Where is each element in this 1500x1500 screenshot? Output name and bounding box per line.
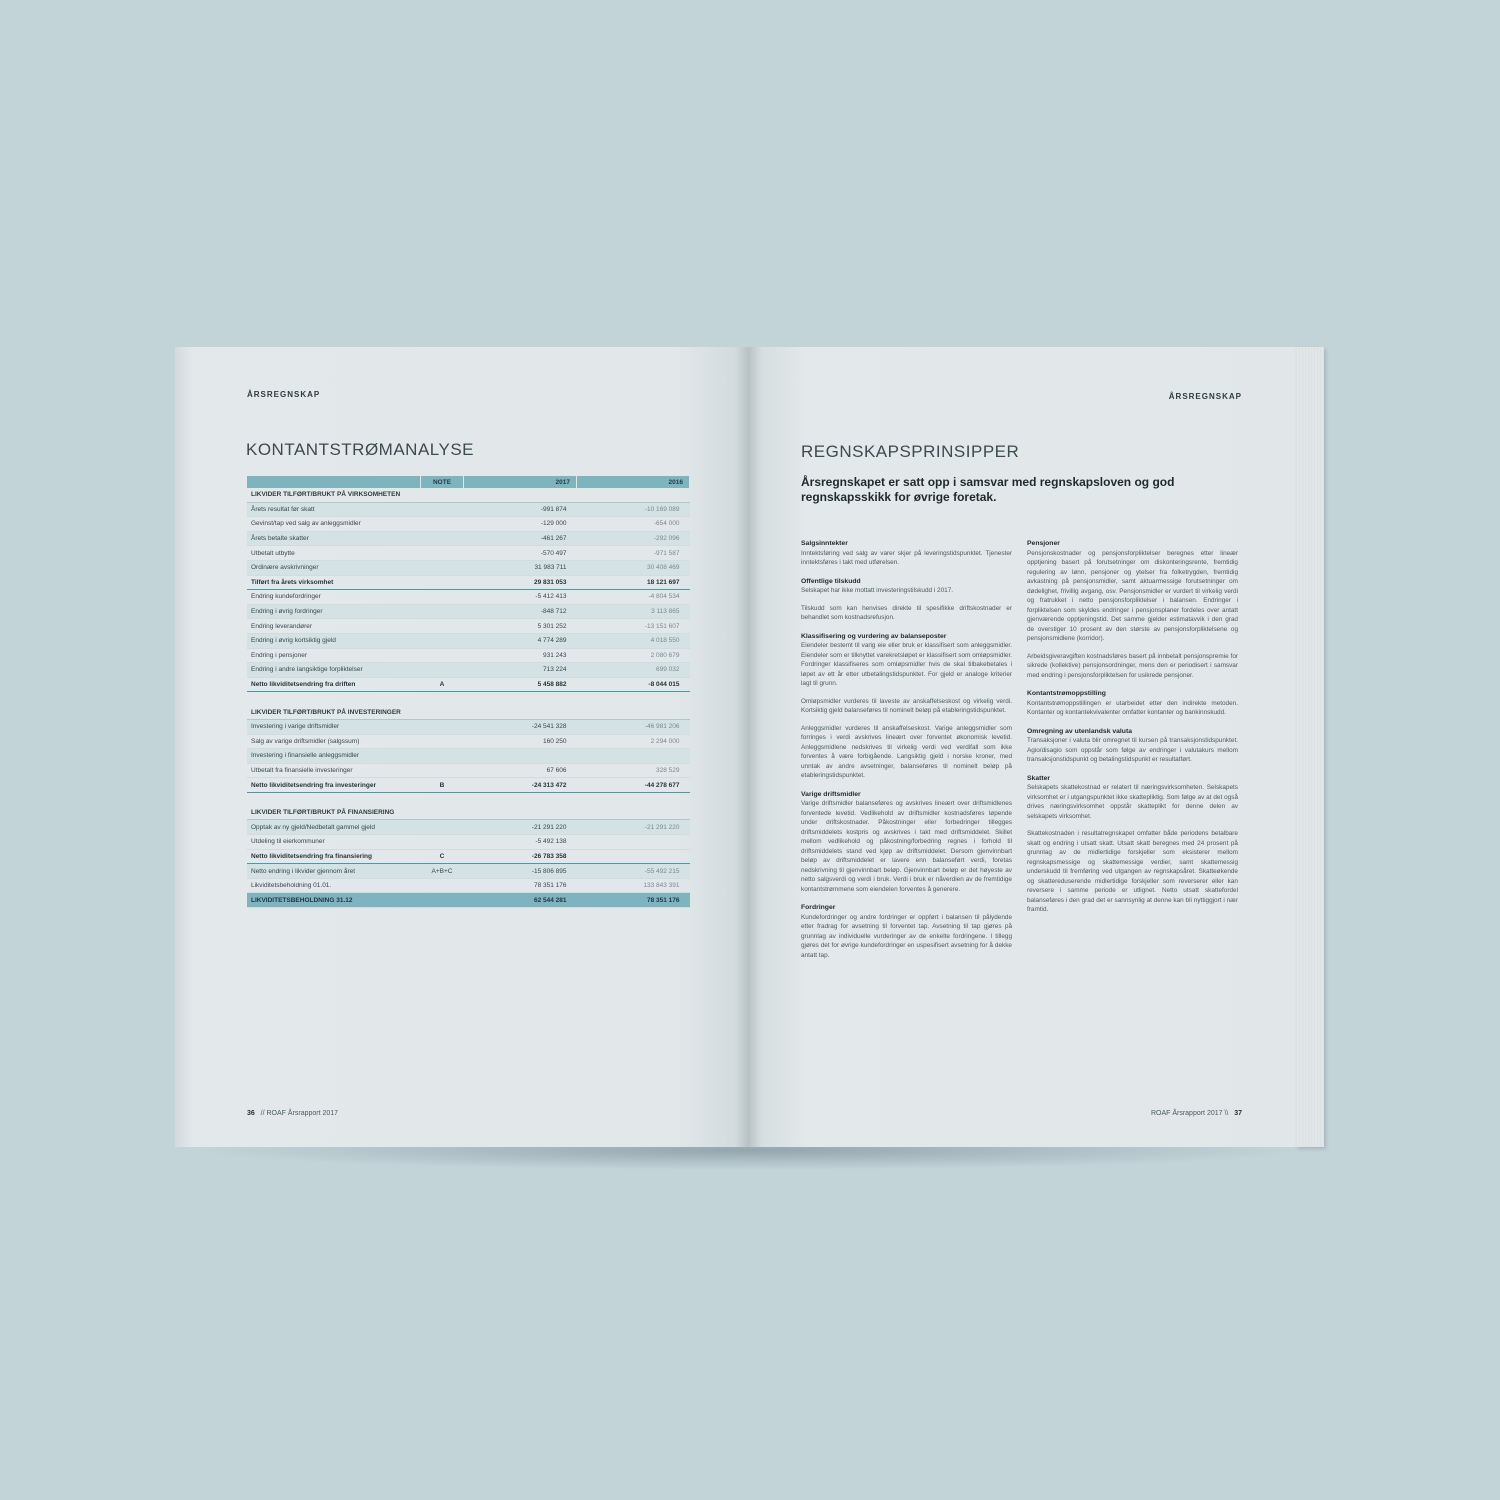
row-label: Endring i øvrig kortsiktig gjeld — [247, 633, 421, 648]
cashflow-table — [247, 476, 690, 908]
table-row — [247, 619, 690, 634]
section-paragraph: Selskapets skattekostnad er relatert til næringsvirksomheten. Selskapets virksomhet er i utgangspunktet ikke skattepliktig. Som følge av at det også drives næringsvirksomhet oppstår skatteplikt for denne delen av selskapets virksomhet. — [1027, 784, 1238, 820]
table-row — [247, 749, 690, 764]
section-heading: Offentlige tilskudd — [801, 577, 861, 585]
section-heading: Pensjoner — [1027, 540, 1060, 547]
row-value-2016: -971 587 — [577, 546, 690, 561]
row-value-2017: -5 412 413 — [464, 590, 577, 605]
footer-right — [1151, 1110, 1242, 1117]
row-value-2017: -24 541 328 — [464, 719, 577, 734]
section-heading: Varige driftsmidler — [801, 790, 861, 798]
row-value-2017: -848 712 — [464, 604, 577, 619]
table-row — [247, 590, 690, 605]
row-label: Utdeling til eierkommuner — [247, 835, 421, 850]
row-label: Netto likviditetsendring fra investeringer — [247, 778, 421, 793]
row-value-2017: 31 983 711 — [464, 560, 577, 575]
header-2017: 2017 — [464, 476, 577, 488]
row-note — [421, 560, 464, 575]
text-column-1 — [801, 539, 1012, 969]
row-value-2017: -26 783 358 — [464, 849, 577, 864]
section-paragraph: Skattekostnaden i resultatregnskapet omfatter både periodens betalbare skatt og endring i utsatt skatt. Utsatt skatt beregnes med 24 prosent på grunnlag av de midlertidige forskjeller som eksisterer mellom regnskapsmessige og skattemessige verdier, samt skattemessig underskudd til fremføring ved utgangen av regnskapsåret. Skatteøkende og skattereduserende midlertidige forskjeller som reverserer eller kan reversere i samme periode er utlignet. Netto utsatt skattefordel balanseføres i den grad det er sannsynlig at denne kan bli nyttiggjort i nær framtid. — [1027, 830, 1238, 913]
table-row — [247, 864, 690, 879]
row-label: Likviditetsbeholdning 01.01. — [247, 878, 421, 893]
page-number-left: 36 — [247, 1110, 255, 1117]
row-note — [421, 806, 464, 820]
table-total-row — [247, 677, 690, 692]
row-value-2016: -292 096 — [577, 531, 690, 546]
row-value-2016 — [577, 849, 690, 864]
table-row — [247, 502, 690, 517]
table-row — [247, 763, 690, 778]
table-row — [247, 648, 690, 663]
page-number-right: 37 — [1234, 1110, 1242, 1117]
row-note — [421, 502, 464, 517]
section-paragraph: Pensjonskostnader og pensjonsforpliktelser beregnes etter lineær opptjening basert på forutsetninger om diskonteringsrente, fremtidig regulering av lønn, pensjoner og ytelser fra folketrygden, fremtidig avkastning på pensjonsmidler, samt aktuarmessige forutsetninger om dødelighet, frivillig avgang, osv. Pensjonsmidler er vurdert til virkelig verdi og fratrukket i netto pensjonsforpliktelser i balansen. Endringer i forpliktelsen som skyldes endringer i pensjonsplaner fordeles over antatt gjenværende opptjeningstid. Det samme gjelder estimatavvik i den grad de overstiger 10 prosent av den største av pensjonsforpliktelsene og pensjonsmidlene (korridor). — [1027, 549, 1238, 642]
row-value-2016: -44 278 677 — [577, 778, 690, 793]
row-value-2017 — [464, 749, 577, 764]
publication-left: // ROAF Årsrapport 2017 — [260, 1110, 339, 1117]
row-value-2017 — [464, 806, 577, 820]
text-section — [1027, 774, 1238, 915]
row-value-2017: -991 874 — [464, 502, 577, 517]
page-title-left: KONTANTSTRØMANALYSE — [246, 440, 475, 459]
row-label: Endring kundefordringer — [247, 590, 421, 605]
table-row — [247, 546, 690, 561]
section-paragraph: Varige driftsmidler balanseføres og avskrives lineært over driftsmidlenes forventede levetid. Vedlikehold av driftsmidler kostnadsføres løpende under driftskostnader. Påkostninger eller forbedringer tillegges driftsmiddelets kostpris og avskrives i takt med driftsmiddelet. Skillet mellom vedlikehold og påkostning/forbedring regnes i forhold til driftsmiddelets stand ved kjøp av driftsmiddelet. Dersom gjenvinnbart beløp av driftsmiddelet er lavere enn balanseført verdi, foretas nedskrivning til gjenvinnbart beløp. Gjenvinnbart beløp er det høyeste av netto salgsverdi og verdi i bruk. Verdi i bruk er nåverdien av de fremtidige kontantstrømmene som eiendelen forventes å generere. — [801, 800, 1012, 893]
row-value-2016 — [577, 749, 690, 764]
row-label: Utbetalt utbytte — [247, 546, 421, 561]
text-section — [801, 790, 1012, 895]
row-note — [421, 893, 464, 908]
table-section-row — [247, 488, 690, 502]
row-note — [421, 878, 464, 893]
row-label: Gevinst/tap ved salg av anleggsmidler — [247, 517, 421, 532]
row-value-2017 — [464, 705, 577, 719]
row-value-2016 — [577, 692, 690, 706]
row-value-2016: 133 843 391 — [577, 878, 690, 893]
table-row — [247, 734, 690, 749]
section-paragraph: Anleggsmidler vurderes til anskaffelseskost. Varige anleggsmidler som forringes i verdi avskrives lineært over forventet økonomisk levetid. Anleggsmidlene nedskrives til virkelig verdi ved verdifall som ikke forventes å være forbigående. Langsiktig gjeld i norske kroner, med unntak av andre avsetninger, balanseføres til nominelt beløp på etableringstidspunktet. — [801, 724, 1012, 779]
row-value-2016 — [577, 792, 690, 806]
text-section — [1027, 539, 1238, 680]
table-row — [247, 878, 690, 893]
row-label: Endring i andre langsiktige forpliktelser — [247, 663, 421, 678]
row-value-2016 — [577, 835, 690, 850]
section-heading: Klassifisering og vurdering av balanseposter — [801, 632, 947, 640]
row-label: LIKVIDITETSBEHOLDNING 31.12 — [247, 893, 421, 908]
row-value-2017: -21 291 220 — [464, 820, 577, 835]
row-label: LIKVIDER TILFØRT/BRUKT PÅ INVESTERINGER — [247, 705, 421, 719]
row-value-2017: -15 806 895 — [464, 864, 577, 879]
row-value-2016: 699 032 — [577, 663, 690, 678]
table-row — [247, 517, 690, 532]
table-row — [247, 792, 690, 806]
table-total-row — [247, 778, 690, 793]
table-row — [247, 835, 690, 850]
section-heading: Kontantstrømoppstilling — [1027, 690, 1106, 697]
row-note — [421, 575, 464, 590]
right-page — [748, 347, 1298, 1147]
row-note — [421, 517, 464, 532]
row-label: LIKVIDER TILFØRT/BRUKT PÅ FINANSIERING — [247, 806, 421, 820]
row-value-2016: 30 408 469 — [577, 560, 690, 575]
row-note — [421, 663, 464, 678]
row-value-2016: -55 492 215 — [577, 864, 690, 879]
table-row — [247, 719, 690, 734]
row-note — [421, 763, 464, 778]
row-note — [421, 719, 464, 734]
row-value-2016: 4 018 550 — [577, 633, 690, 648]
row-note: A — [421, 677, 464, 692]
row-note: B — [421, 778, 464, 793]
row-note — [421, 705, 464, 719]
text-section — [801, 632, 1012, 781]
row-note — [421, 619, 464, 634]
section-paragraph: Inntektsføring ved salg av varer skjer på leveringstidspunktet. Tjenester inntektsføres i takt med utførelsen. — [801, 549, 1012, 566]
row-value-2017: 78 351 176 — [464, 878, 577, 893]
row-value-2017: -461 267 — [464, 531, 577, 546]
row-note — [421, 692, 464, 706]
row-value-2017: 160 250 — [464, 734, 577, 749]
section-heading: Skatter — [1027, 774, 1051, 782]
row-note — [421, 734, 464, 749]
row-value-2016 — [577, 705, 690, 719]
table-header-row — [247, 476, 690, 488]
page-title-right: REGNSKAPSPRINSIPPER — [801, 442, 1020, 461]
row-note — [421, 648, 464, 663]
row-value-2017: -129 000 — [464, 517, 577, 532]
row-value-2017 — [464, 692, 577, 706]
row-value-2017: 713 224 — [464, 663, 577, 678]
table-row — [247, 560, 690, 575]
table-row — [247, 531, 690, 546]
row-value-2017: 62 544 281 — [464, 893, 577, 908]
section-heading: Fordringer — [801, 904, 836, 911]
header-2016: 2016 — [577, 476, 690, 488]
header-label — [247, 476, 421, 488]
row-value-2016: -4 804 534 — [577, 590, 690, 605]
row-label: Investering i finansielle anleggsmidler — [247, 749, 421, 764]
row-value-2016: -46 981 206 — [577, 719, 690, 734]
row-note — [421, 792, 464, 806]
row-value-2017: 5 458 882 — [464, 677, 577, 692]
row-note — [421, 835, 464, 850]
row-value-2016: 328 529 — [577, 763, 690, 778]
text-section — [1027, 727, 1238, 765]
row-label: LIKVIDER TILFØRT/BRUKT PÅ VIRKSOMHETEN — [247, 488, 421, 502]
row-label — [247, 792, 421, 806]
row-value-2016: 18 121 697 — [577, 575, 690, 590]
row-note — [421, 820, 464, 835]
row-value-2017 — [464, 792, 577, 806]
row-label: Netto likviditetsendring fra finansiering — [247, 849, 421, 864]
section-paragraph: Eiendeler bestemt til varig eie eller bruk er klassifisert som anleggsmidler. Eiendeler som er tilknyttet varekretsløpet er klassifisert som omløpsmidler. Fordringer klassifiseres som omløpsmidler hvis de skal tilbakebetales i løpet av ett år etter utbetalingstidspunktet. For gjeld er analoge kriterier lagt til grunn. — [801, 642, 1012, 687]
row-value-2017: 67 606 — [464, 763, 577, 778]
table-section-row — [247, 806, 690, 820]
row-label: Netto likviditetsendring fra driften — [247, 677, 421, 692]
row-note — [421, 546, 464, 561]
row-value-2016: -21 291 220 — [577, 820, 690, 835]
row-value-2017 — [464, 488, 577, 502]
row-label: Endring leverandører — [247, 619, 421, 634]
table-total-row — [247, 849, 690, 864]
table-row — [247, 663, 690, 678]
row-note — [421, 531, 464, 546]
text-section — [801, 577, 1012, 623]
row-note: A+B+C — [421, 864, 464, 879]
section-heading: Omregning av utenlandsk valuta — [1027, 727, 1132, 735]
row-value-2016: 2 080 679 — [577, 648, 690, 663]
running-head-left: ÅRSREGNSKAP — [247, 390, 321, 399]
section-paragraph: Omløpsmidler vurderes til laveste av anskaffelseskost og virkelig verdi. Kortsiktig gjeld balanseføres til nominelt beløp på etableringstidspunktet. — [801, 697, 1012, 714]
row-value-2017: 29 831 053 — [464, 575, 577, 590]
row-value-2016: 3 113 865 — [577, 604, 690, 619]
row-label: Netto endring i likvider gjennom året — [247, 864, 421, 879]
section-heading: Salgsinntekter — [801, 540, 848, 547]
text-column-2 — [1027, 539, 1238, 924]
row-value-2017: 4 774 289 — [464, 633, 577, 648]
publication-right: ROAF Årsrapport 2017 \\ — [1150, 1110, 1229, 1117]
row-label: Salg av varige driftsmidler (salgssum) — [247, 734, 421, 749]
section-paragraph: Kontantstrømoppstillingen er utarbeidet etter den indirekte metoden. Kontanter og kontantekvivalenter omfatter kontanter og bankinnskudd. — [1027, 699, 1238, 716]
section-paragraph: Tilskudd som kan henvises direkte til spesifikke driftskostnader er behandlet som kostnadsrefusjon. — [801, 604, 1012, 621]
row-value-2016: -654 000 — [577, 517, 690, 532]
row-note — [421, 749, 464, 764]
row-note — [421, 604, 464, 619]
table-row — [247, 633, 690, 648]
table-body — [247, 488, 690, 908]
row-value-2016: -10 169 089 — [577, 502, 690, 517]
row-label: Opptak av ny gjeld/Nedbetalt gammel gjeld — [247, 820, 421, 835]
row-value-2017: -5 492 138 — [464, 835, 577, 850]
table-row — [247, 604, 690, 619]
text-section — [801, 539, 1012, 568]
row-value-2017: -570 497 — [464, 546, 577, 561]
running-head-right: ÅRSREGNSKAP — [1168, 392, 1242, 401]
row-note — [421, 488, 464, 502]
text-section — [801, 903, 1012, 960]
row-label — [247, 692, 421, 706]
row-value-2016: -13 151 607 — [577, 619, 690, 634]
lead-paragraph: Årsregnskapet er satt opp i samsvar med regnskapsloven og god regnskapsskikk for øvrige foretak. — [801, 475, 1175, 504]
table-row — [247, 692, 690, 706]
left-page — [175, 347, 748, 1147]
row-label: Årets betalte skatter — [247, 531, 421, 546]
row-value-2017: 5 301 252 — [464, 619, 577, 634]
row-value-2016: 78 351 176 — [577, 893, 690, 908]
table-section-row — [247, 705, 690, 719]
header-note: NOTE — [421, 476, 464, 488]
page-edges — [1296, 347, 1324, 1147]
row-label: Endring i pensjoner — [247, 648, 421, 663]
section-paragraph: Selskapet har ikke mottatt investeringstilskudd i 2017. — [801, 587, 954, 594]
row-value-2016: -8 044 015 — [577, 677, 690, 692]
section-paragraph: Transaksjoner i valuta blir omregnet til kursen på transaksjonstidspunktet. Agio/disagio som oppstår som følge av endringer i valutakurs mellom transaksjonstidspunkt og betalingstidspunkt er resultatført. — [1027, 737, 1238, 763]
section-paragraph: Arbeidsgiveravgiften kostnadsføres basert på innbetalt pensjonspremie for sikrede (kollektive) pensjonsordninger, mens den er periodisert i samsvar med endring i pensjonsforpliktelsen for usikrede pensjoner. — [1027, 652, 1238, 679]
row-label: Investering i varige driftsmidler — [247, 719, 421, 734]
section-paragraph: Kundefordringer og andre fordringer er oppført i balansen til pålydende etter fradrag for avsetning til forventet tap. Avsetning til tap gjøres på grunnlag av individuelle vurderinger av de enkelte fordringene. I tillegg gjøres det for øvrige kundefordringer en uspesifisert avsetning for å dekke antatt tap. — [801, 913, 1012, 959]
row-label: Tilført fra årets virksomhet — [247, 575, 421, 590]
row-note — [421, 633, 464, 648]
row-note — [421, 590, 464, 605]
row-note: C — [421, 849, 464, 864]
row-label: Årets resultat før skatt — [247, 502, 421, 517]
row-label: Ordinære avskrivninger — [247, 560, 421, 575]
row-value-2016 — [577, 488, 690, 502]
row-value-2016 — [577, 806, 690, 820]
table-row — [247, 820, 690, 835]
table-final-row — [247, 893, 690, 908]
footer-left — [247, 1110, 338, 1117]
row-value-2017: -24 313 472 — [464, 778, 577, 793]
text-section — [1027, 689, 1238, 718]
row-value-2016: 2 294 000 — [577, 734, 690, 749]
row-label: Endring i øvrig fordringer — [247, 604, 421, 619]
table-total-row — [247, 575, 690, 590]
row-value-2017: 931 243 — [464, 648, 577, 663]
row-label: Utbetalt fra finansielle investeringer — [247, 763, 421, 778]
